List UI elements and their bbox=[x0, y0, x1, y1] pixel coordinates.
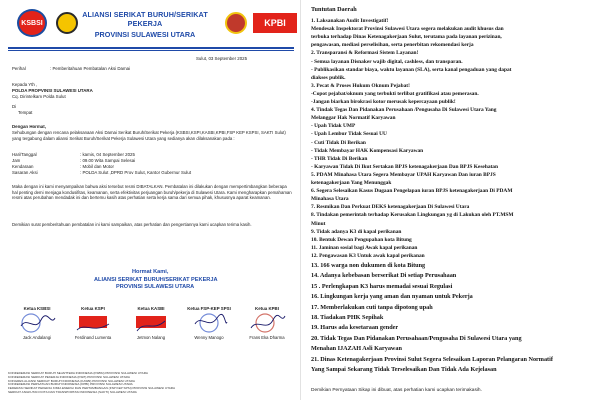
demand-line: - Tidak Membayar HAK Kompensasi Karyawan bbox=[311, 147, 424, 154]
demand-line: - Karyawan Tidak Di Ikut Sertakan BPJS ketenagakerjaan Dan BPJS Kesehatan bbox=[311, 163, 499, 170]
org-province: PROVINSI SULAWESI UTARA bbox=[94, 30, 196, 39]
ksbsi-logo: KSBSI bbox=[10, 8, 54, 38]
signatory-kspi bbox=[66, 306, 120, 340]
demand-line: 16. Lingkungan kerja yang aman dan nyaman untuk Pekerja bbox=[311, 293, 473, 301]
union-emblem-logo bbox=[224, 8, 248, 38]
demand-line: Mendesak Inspektorat Provinsi Sulawesi Utara segera melakukan audit khusus dan bbox=[311, 26, 504, 33]
letter-date: Sulut, 03 September 2025 bbox=[196, 56, 248, 61]
signatory-name: Jetmon Nalang bbox=[136, 335, 166, 340]
demand-line: -Jangan biarkan birokrasi kotor merusak kepercayaan publik! bbox=[311, 99, 456, 105]
org-name: ALIANSI SERIKAT BURUH/SERIKAT PEKERJA bbox=[82, 10, 208, 28]
demands-heading: Tuntutan Daerah bbox=[311, 6, 357, 13]
demand-line: 10. Bentuk Dewan Pengupahan kota Bitung bbox=[311, 236, 412, 243]
recipient-di: Di bbox=[12, 104, 17, 109]
demand-line: 9. Tidak adanya K3 di kapal perikanan bbox=[311, 228, 402, 235]
demands-closing: Demikian Pernyataan Sikap ini dibuat, atas perhatian kami ucapkan terimakasih. bbox=[311, 388, 482, 393]
footer-line: FEDERASI SERIKAT PEKERJA KIMIA ENERGI DAN PERTAMBANGAN (FSP KEP SPSI) PROVINSI SULAWESI UTARA bbox=[8, 387, 176, 391]
greeting: Dengan Hormat, bbox=[12, 124, 46, 129]
footer-line: KONFEDERASI SERIKAT BURUH SEJAHTERA INDONESIA (KSBSI) PROVINSI SULAWESI UTARA bbox=[8, 372, 148, 375]
recipient-line: Kepada Yth , bbox=[12, 82, 38, 87]
signature-stamp-icon bbox=[182, 311, 236, 335]
signatory-name: Wenny Manogo bbox=[194, 335, 224, 340]
signatory-fsp-kep bbox=[182, 306, 236, 340]
demand-line: 6. Segera Selesaikan Kasus Dugaan Pengelapan iuran BPJS ketenagakerjaan Di PDAM bbox=[311, 188, 513, 195]
letterhead-title bbox=[70, 10, 220, 39]
demand-line: 8. Tindakan pemerintah terhadap Kerusakan Lingkungan yg di Lakukan oleh PT.MSM bbox=[311, 212, 514, 219]
signatory-role: Ketua KPBI bbox=[255, 306, 279, 311]
perihal-value: : Pemberitahuan Pembatalan Aksi Damai bbox=[50, 66, 131, 71]
detail-label: Jam bbox=[12, 158, 21, 163]
detail-value: : Mobil dan Motor bbox=[80, 164, 114, 169]
demand-line: 11. Jaminan sosial bagi Awak kapal perikanan bbox=[311, 244, 418, 251]
demand-line: 1. Laksanakan Audit Investigatif! bbox=[311, 18, 389, 24]
signature-stamp-icon bbox=[240, 311, 294, 335]
demand-line: 2. Transparansi & Reformasi Sistem Layanan! bbox=[311, 50, 419, 57]
signatory-role: Ketua KASBI bbox=[137, 306, 165, 311]
demand-line: Yang Sampai Sekarang Tidak Terselesaikan Dan Tidak Ada Kejelasan bbox=[311, 366, 497, 373]
recipient-tempat: Tempat bbox=[18, 110, 33, 115]
demand-line: 17. Memberlakukan cuti tanpa dipotong upah bbox=[311, 303, 433, 311]
detail-label: Kendaraan bbox=[12, 164, 34, 169]
footer-line: KONFEDERASI PERSATUAN BURUH INDONESIA (KPBI) PROVINSI SULAWESI UTARA bbox=[8, 383, 133, 387]
demand-line: 4. Tindak Tegas Dan Pidanakan Perusahaan /Pengusaha Di Sulawesi Utara Yang bbox=[311, 107, 497, 114]
demand-line: 13. 166 warga non dukumen di kota Bitung bbox=[311, 262, 426, 269]
demands-page bbox=[300, 0, 600, 400]
demand-line: 12. Pengawasan K3 Untuk awak kapal perikanan bbox=[311, 252, 425, 259]
footer-line: SERIKAT ANGKUTAN KOTA DAN TRANSPORTASI INDONESIA (SAKTI) SULAWESI UTARA bbox=[8, 390, 137, 394]
signatory-role: Ketua KSBSI bbox=[23, 306, 51, 311]
letterhead-divider bbox=[8, 50, 294, 51]
recipient-line: Cq. Dirintelkam Polda Sulut bbox=[12, 94, 66, 99]
intro-paragraph: Sehubungan dengan rencana pelaksanaan Aksi Damai Serikat Buruh/Serikat Pekerja (KSBSI,KSPI,KASBI,KPBI,FSP KEP KSPSI, SAKTI Sulut) yang tergabung dalam aliansi Serikat Buruh/Serikat Pekerja Sulawesi Utara yang sedianya akan dilaksanakan pada : bbox=[12, 130, 286, 141]
demand-line: diakses publik. bbox=[311, 74, 346, 81]
signatory-kpbi bbox=[240, 306, 294, 340]
demand-line: 18. Tiadakan PHK Sepihak bbox=[311, 314, 384, 321]
demand-line: 7. Resmikan Dan Perkuat DEKS ketenagakerjaan Di Sulawesi Utara bbox=[311, 204, 470, 211]
demand-line: Melanggar Hak Normatif Karyawan bbox=[311, 115, 396, 122]
demand-line: 19. Harus ada kesetaraan gender bbox=[311, 324, 399, 332]
signatory-ksbsi bbox=[10, 306, 64, 340]
detail-value: : 09.00 Wita Sampai Selesai bbox=[80, 158, 136, 163]
detail-label: Hari/Tanggal bbox=[12, 152, 37, 157]
regards: Hormat Kami, bbox=[132, 269, 169, 275]
detail-label: Sasaran Aksi bbox=[12, 170, 38, 175]
signatory-name: Ferdinand Lumenta bbox=[74, 335, 112, 340]
demand-line: 20. Tidak Tegas Dan Pidanakan Perusahaan/Pengusaha Di Sulawesi Utara yang bbox=[311, 334, 522, 342]
sign-org-province: PROVINSI SULAWESI UTARA bbox=[116, 284, 195, 290]
demand-line: Minahasa Utara bbox=[311, 196, 349, 203]
demand-line: - Upah Lembur Tidak Sesuai UU bbox=[311, 131, 387, 138]
demand-line: - THR Tidak Di Berikan bbox=[311, 155, 368, 162]
signatures bbox=[10, 306, 294, 350]
demand-line: 15 . Perlengkapan K3 harus memadai sesuai Regulasi bbox=[311, 282, 453, 290]
demand-line: 14. Adanya kebebasan berserikat Di setiap Perusahaan bbox=[311, 272, 457, 280]
footer-line: KONFEDERASI SERIKAT PEKERJA INDONESIA (KSPI) PROVINSI SULAWESI UTARA bbox=[8, 375, 130, 379]
recipient-line: POLDA PROPVINSI SULAWESI UTARA bbox=[12, 88, 93, 93]
demand-line: 3. Pecat & Proses Hukum Oknum Pejabat! bbox=[311, 82, 410, 89]
signatory-kasbi bbox=[124, 306, 178, 340]
footer-line: KONGRES ALIANSI SERIKAT BURUH INDONESIA (KASBI) PROVINSI SULAWESI UTARA bbox=[8, 379, 135, 383]
signatory-name: Frans Eka Dharma bbox=[249, 335, 285, 340]
demand-line: Menahan IJAZAH Asli Karyawan bbox=[311, 345, 402, 353]
perihal-label: Perihal bbox=[12, 66, 26, 71]
signatory-name: Jack Andalangi bbox=[22, 335, 52, 340]
detail-value: : kamis, 04 September 2025 bbox=[80, 152, 135, 157]
signatory-role: Ketua FSP-KEP SPSI bbox=[187, 306, 231, 311]
demand-line: - Cuti Tidak Di Berikan bbox=[311, 139, 366, 146]
demand-line: 5. PDAM Minahasa Utara Segera Membayar UPAH Karyawan Dan iuran BPJS bbox=[311, 171, 496, 178]
demand-line: ketenagakerjaan Yang Menunggak bbox=[311, 180, 392, 186]
kasbi-stamp-icon bbox=[124, 311, 178, 335]
letter-footer bbox=[8, 372, 294, 395]
demand-line: Minut bbox=[311, 220, 326, 227]
demand-line: 21. Dinas Ketenagakerjaan Provinsi Sulut Segera Selesaikan Laporan Pelangaran Normatif bbox=[311, 355, 553, 363]
closing-paragraph: Demikian surat pemberitahuan pembatalan ini kami sampaikan, atas perhatian dan pengertiannya kami ucapkan terima kasih. bbox=[12, 222, 252, 227]
signature-stamp-icon bbox=[10, 311, 64, 335]
detail-value: : POLDA Sulut ,DPRD Prov Sulut, Kantor Gubernur Sulut bbox=[80, 170, 192, 175]
signatory-role: Ketua KSPI bbox=[81, 306, 105, 311]
demand-line: - Semua layanan Disnaker wajib digital, cashless, dan transparan. bbox=[311, 58, 463, 65]
sign-org-name: ALIANSI SERIKAT BURUH/SERIKAT PEKERJA bbox=[94, 277, 218, 283]
demand-line: terbuka terhadap Dinas Ketenagakerjaan Sulut, terutama pada layanan perizinan, bbox=[311, 34, 502, 41]
kspi-stamp-icon bbox=[66, 311, 120, 335]
kpbi-logo: KPBI bbox=[252, 8, 298, 38]
demand-line: - Upah Tidak UMP bbox=[311, 123, 356, 130]
demand-line: - Publikasikan standar biaya, waktu layanan (SLA), serta kanal pengaduan yang dapat bbox=[311, 66, 512, 73]
demand-line: -Copot pejabat/oknum yang terbukti terlibat gratifikasi atau pemerasan. bbox=[311, 90, 479, 97]
letterhead-divider bbox=[8, 47, 294, 49]
body-paragraph: Maka dengan ini kami menyampaikan bahwa aksi tersebut resmi DIBATALKAN. Pembatalan ini dilakukan dengan mempertimbangkan beberapa hal penting demi menjaga kondusifitas, keamanan, serta efektivitas perjuangan buruh/pekerja di Sulawesi Utara. Kami mengharapkan pemahaman resmi atas perubahan mendadak ini dan bertemu kasih atas perhatian serta kerja sama dari semua pihak, khususnya aparat keamanan. bbox=[12, 184, 292, 201]
demand-line: pengawasan, mediasi perselisihan, serta penerbitan rekomendasi kerja bbox=[311, 42, 474, 49]
